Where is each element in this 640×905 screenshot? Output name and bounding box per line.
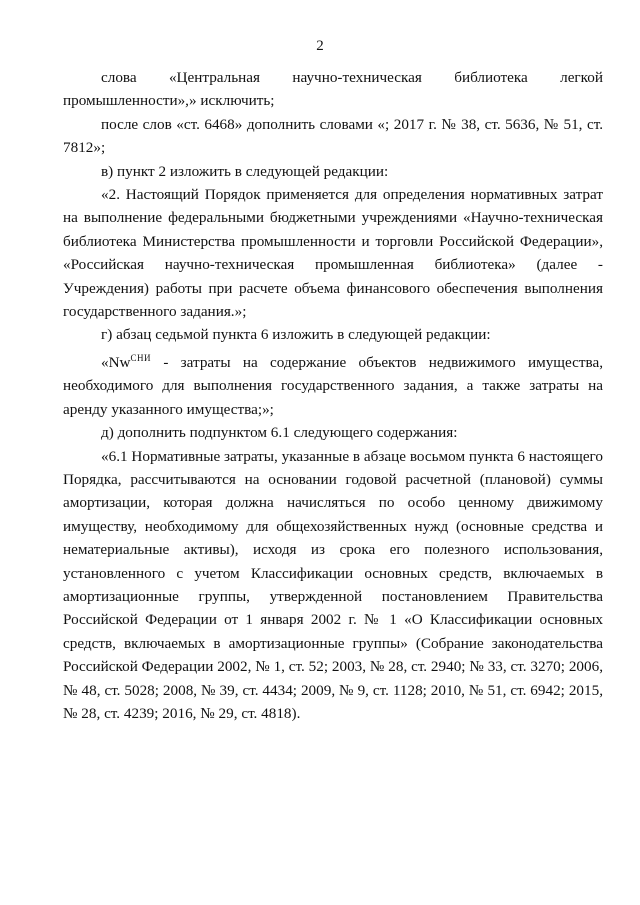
- paragraph-point-2: «2. Настоящий Порядок применяется для определения нормативных затрат на выполнение федеральными бюджетными учреждениями «Научно-техническая библиотека Министерства промышленности и торговли Российской Федерации», «Российская научно-техническая промышленная библиотека» (далее - Учреждения) работы при расчете объема финансового обеспечения выполнения государственного задания.»;: [63, 186, 603, 321]
- document-body: [63, 66, 603, 725]
- nw-symbol: «Nw: [101, 353, 131, 371]
- paragraph-item-g: г) абзац седьмой пункта 6 изложить в следующей редакции:: [101, 326, 491, 344]
- page-number: 2: [316, 38, 324, 54]
- paragraph-item-d: д) дополнить подпунктом 6.1 следующего содержания:: [101, 424, 458, 442]
- paragraph-item-v: в) пункт 2 изложить в следующей редакции:: [101, 162, 389, 180]
- paragraph-add-words: после слов «ст. 6468» дополнить словами «; 2017 г. № 38, ст. 5636, № 51, ст. 7812»;: [63, 115, 603, 157]
- paragraph-exclude-words: слова «Центральная научно-техническая библиотека легкой промышленности»,» исключить;: [63, 69, 603, 110]
- paragraph-point-6-1: «6.1 Нормативные затраты, указанные в абзаце восьмом пункта 6 настоящего Порядка, рассчитываются на основании годовой расчетной (плановой) суммы амортизации, которая должна начисляться по особо ценному движимому имуществу, необходимому для общехозяйственных нужд (основные средства и нематериальные активы), исходя из срока его полезного использования, установленного с учетом Классификации основных средств, включаемых в амортизационные группы, утвержденной постановлением Правительства Российской Федерации от 1 января 2002 г. № 1 «О Классификации основных средств, включаемых в амортизационные группы» (Собрание законодательства Российской Федерации 2002, № 1, ст. 52; 2003, № 28, ст. 2940; № 33, ст. 3270; 2006, № 48, ст. 5028; 2008, № 39, ст. 4434; 2009, № 9, ст. 1128; 2010, № 51, ст. 6942; 2015, № 28, ст. 4239; 2016, № 29, ст. 4818).: [63, 447, 603, 722]
- nw-superscript: СНИ: [130, 352, 152, 363]
- nw-definition-text: - затраты на содержание объектов недвижимого имущества, необходимого для выполнения государственного задания, а также затраты на аренду указанного имущества;»;: [63, 353, 603, 418]
- paragraph-nw-definition: [63, 347, 603, 421]
